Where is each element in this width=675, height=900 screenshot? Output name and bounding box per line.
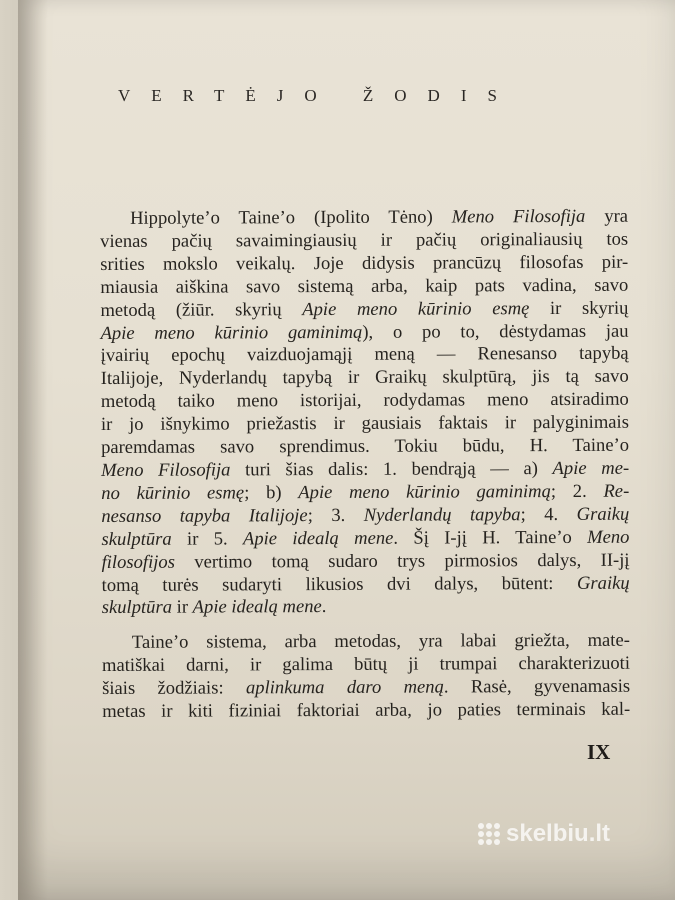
italic-segment: Meno Filosofija <box>451 205 586 228</box>
text-line <box>100 297 628 322</box>
watermark-dots-icon <box>478 823 500 845</box>
text-line <box>102 653 630 678</box>
text-segment: metas ir kiti fiziniai faktoriai arba, jo paties terminais kal- <box>102 698 631 723</box>
text-line <box>100 252 628 277</box>
italic-segment: Re- <box>603 480 630 502</box>
text-line <box>101 526 629 551</box>
text-segment: . <box>321 596 327 618</box>
text-line <box>101 549 629 574</box>
text-line <box>101 481 629 506</box>
text-segment: matiškai darni, ir galima būtų ji trumpai charakterizuoti <box>101 652 631 677</box>
italic-segment: Apie idealą mene <box>242 527 394 550</box>
text-segment: vienas pačių savaimingiausių ir pačių originaliausių tos <box>100 228 629 252</box>
text-segment: srities mokslo veikalų. Joje didysis prancūzų filosofas pir- <box>100 251 629 275</box>
italic-segment: Meno <box>587 526 630 548</box>
watermark-text: skelbiu.lt <box>506 820 611 847</box>
text-line <box>100 206 628 231</box>
text-segment: Hippolyte’o Taine’o (Ipolito Tėno) <box>129 206 452 229</box>
italic-segment: skulptūra <box>101 597 173 619</box>
text-line <box>101 366 629 391</box>
text-line <box>100 274 628 299</box>
text-line <box>101 435 629 460</box>
italic-segment: Graikų <box>576 503 630 525</box>
italic-segment: aplinkuma daro meną <box>245 676 444 699</box>
italic-segment: Apie meno kūrinio gaminimą <box>298 480 551 504</box>
text-line <box>100 320 628 345</box>
italic-segment: Apie meno kūrinio gaminimą <box>100 321 363 344</box>
text-segment: turi šias dalis: 1. bendrąją — a) <box>230 457 553 481</box>
text-segment: ir <box>171 597 193 619</box>
italic-segment: nesanso tapyba Italijoje <box>101 504 308 527</box>
text-segment: ; 2. <box>550 480 604 502</box>
text-line <box>102 630 630 655</box>
text-line <box>101 389 629 414</box>
italic-segment: Graikų <box>576 572 630 594</box>
text-segment: ; 4. <box>520 503 577 525</box>
italic-segment: no kūrinio esmę <box>101 482 245 504</box>
text-segment: Taine’o sistema, arba metodas, yra labai griežta, mate- <box>131 630 630 654</box>
text-line <box>102 572 630 597</box>
text-segment: ir 5. <box>171 528 244 550</box>
body-text <box>100 206 630 724</box>
text-segment: miausia aiškina savo sistemą arba, kaip pats vadina, savo <box>100 274 629 298</box>
italic-segment: skulptūra <box>101 528 172 550</box>
text-segment: ), o po to, dėstydamas jau <box>362 320 629 343</box>
text-segment: vertimo tomą sudaro trys pirmosios dalys, II-jį <box>174 549 630 573</box>
text-segment: metodą taiko meno istorijai, rodydamas meno atsiradimo <box>100 388 629 413</box>
italic-segment: Apie me- <box>552 457 630 479</box>
text-line <box>100 229 628 254</box>
page-number: IX <box>587 740 611 764</box>
text-segment: Italijoje, Nyderlandų tapybą ir Graikų skulptūrą, jis tą savo <box>100 366 629 390</box>
text-segment: . Rasė, gyvenamasis <box>443 675 631 698</box>
text-segment: metodą (žiūr. skyrių <box>100 298 303 321</box>
text-segment: šiais žodžiais: <box>102 677 247 700</box>
text-line <box>101 503 629 528</box>
watermark <box>478 820 610 848</box>
italic-segment: Apie meno kūrinio esmę <box>302 297 530 320</box>
italic-segment: Nyderlandų tapyba <box>363 503 521 526</box>
text-segment: . Šį I-jį H. Taine’o <box>393 526 588 549</box>
gutter-shadow <box>18 0 48 900</box>
text-line <box>101 343 629 368</box>
text-segment: įvairių epochų vaizduojamąjį meną — Renesanso tapybą <box>100 343 629 367</box>
italic-segment: filosofijos <box>101 551 175 573</box>
text-line <box>102 676 630 701</box>
text-line <box>102 595 630 620</box>
text-segment: yra <box>585 205 629 227</box>
text-segment: paremdamas savo sprendimus. Tokiu būdu, H. Taine’o <box>100 434 630 459</box>
text-line <box>101 458 629 483</box>
text-segment: ; b) <box>244 482 299 504</box>
text-segment: ; 3. <box>307 504 364 526</box>
text-segment: ir skyrių <box>529 297 629 319</box>
text-line <box>102 699 630 724</box>
italic-segment: Apie idealą mene <box>192 596 322 619</box>
text-line <box>101 412 629 437</box>
italic-segment: Meno Filosofija <box>101 459 231 481</box>
text-segment: ir jo išnykimo priežastis ir gausiais faktais ir palyginimais <box>100 411 629 436</box>
chapter-heading: VERTĖJO ŽODIS <box>118 86 518 105</box>
text-segment: tomą turės sudaryti likusios dvi dalys, būtent: <box>101 572 577 596</box>
